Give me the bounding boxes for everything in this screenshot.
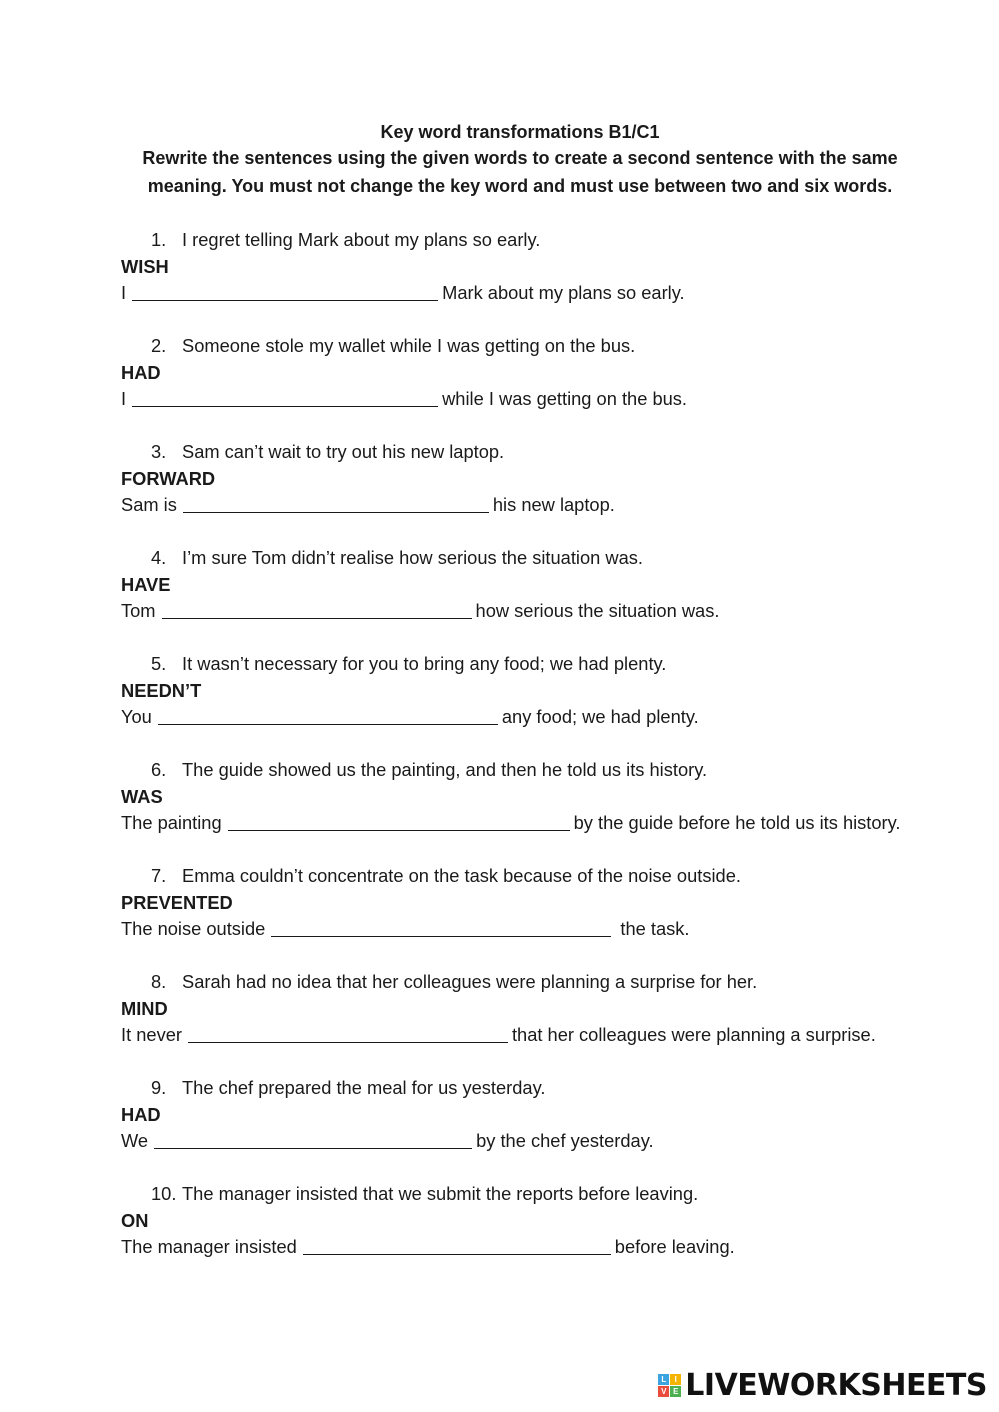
- original-sentence: I regret telling Mark about my plans so early.: [182, 229, 541, 250]
- key-word: MIND: [121, 997, 168, 1019]
- rewrite-line: [121, 1234, 931, 1261]
- rewrite-start: We: [121, 1130, 149, 1151]
- item-number: 7.: [151, 865, 167, 886]
- answer-blank[interactable]: [154, 1130, 472, 1149]
- rewrite-line: [121, 704, 931, 731]
- rewrite-end: how serious the situation was.: [475, 600, 720, 621]
- original-sentence: The guide showed us the painting, and then he told us its history.: [182, 759, 708, 780]
- rewrite-end: the task.: [615, 918, 690, 939]
- rewrite-line: [121, 1022, 931, 1049]
- item-number: 4.: [151, 547, 167, 568]
- logo-text: LIVEWORKSHEETS: [685, 1368, 987, 1403]
- page-title: Key word transformations B1/C1: [380, 122, 660, 142]
- rewrite-end: by the chef yesterday.: [476, 1130, 654, 1151]
- answer-blank[interactable]: [183, 494, 489, 513]
- logo-letter: I: [670, 1374, 681, 1385]
- instructions: Rewrite the sentences using the given words to create a second sentence with the same meaning. You must not change the key word and must use between two and six words.: [142, 148, 898, 196]
- original-sentence: The chef prepared the meal for us yesterday.: [182, 1077, 546, 1098]
- rewrite-start: The noise outside: [121, 918, 266, 939]
- key-word: WAS: [121, 785, 163, 807]
- item-number: 2.: [151, 335, 167, 356]
- rewrite-start: It never: [121, 1024, 182, 1045]
- item-number: 8.: [151, 971, 167, 992]
- rewrite-start: Sam is: [121, 494, 177, 515]
- rewrite-line: [121, 810, 931, 837]
- answer-blank[interactable]: [228, 812, 570, 831]
- exercise-item-7: [121, 863, 931, 943]
- key-word: PREVENTED: [121, 891, 233, 913]
- rewrite-start: You: [121, 706, 152, 727]
- logo-mark-icon: [658, 1374, 681, 1397]
- item-number: 6.: [151, 759, 167, 780]
- item-number: 10.: [151, 1183, 177, 1204]
- exercise-item-6: [121, 757, 931, 837]
- rewrite-end: his new laptop.: [492, 494, 615, 515]
- item-number: 3.: [151, 441, 167, 462]
- rewrite-line: [121, 280, 931, 307]
- key-word: HAVE: [121, 573, 171, 595]
- key-word: NEEDN’T: [121, 679, 202, 701]
- answer-blank[interactable]: [188, 1024, 508, 1043]
- exercise-list: [121, 227, 931, 1287]
- original-sentence: Someone stole my wallet while I was getting on the bus.: [182, 335, 636, 356]
- key-word: WISH: [121, 255, 169, 277]
- original-sentence: Emma couldn’t concentrate on the task because of the noise outside.: [182, 865, 741, 886]
- original-sentence: It wasn’t necessary for you to bring any food; we had plenty.: [182, 653, 667, 674]
- key-word: HAD: [121, 1103, 161, 1125]
- rewrite-line: [121, 598, 931, 625]
- rewrite-line: [121, 492, 931, 519]
- original-sentence: Sarah had no idea that her colleagues were planning a surprise for her.: [182, 971, 758, 992]
- logo-letter: L: [658, 1374, 669, 1385]
- rewrite-end: any food; we had plenty.: [501, 706, 699, 727]
- worksheet-header: [110, 120, 930, 200]
- rewrite-start: Tom: [121, 600, 156, 621]
- item-number: 9.: [151, 1077, 167, 1098]
- rewrite-line: [121, 386, 931, 413]
- exercise-item-5: [121, 651, 931, 731]
- rewrite-start: The manager insisted: [121, 1236, 297, 1257]
- rewrite-start: The painting: [121, 812, 222, 833]
- rewrite-start: I: [121, 388, 127, 409]
- liveworksheets-logo: [658, 1368, 987, 1403]
- original-sentence: The manager insisted that we submit the reports before leaving.: [182, 1183, 699, 1204]
- rewrite-end: while I was getting on the bus.: [442, 388, 688, 409]
- rewrite-line: [121, 916, 931, 943]
- exercise-item-8: [121, 969, 931, 1049]
- exercise-item-3: [121, 439, 931, 519]
- exercise-item-4: [121, 545, 931, 625]
- rewrite-line: [121, 1128, 931, 1155]
- rewrite-start: I: [121, 282, 127, 303]
- original-sentence: I’m sure Tom didn’t realise how serious the situation was.: [182, 547, 643, 568]
- answer-blank[interactable]: [132, 282, 438, 301]
- key-word: FORWARD: [121, 467, 216, 489]
- rewrite-end: that her colleagues were planning a surprise.: [511, 1024, 876, 1045]
- logo-letter: V: [658, 1386, 669, 1397]
- exercise-item-10: [121, 1181, 931, 1261]
- key-word: HAD: [121, 361, 161, 383]
- exercise-item-9: [121, 1075, 931, 1155]
- item-number: 5.: [151, 653, 167, 674]
- rewrite-end: by the guide before he told us its history.: [573, 812, 901, 833]
- logo-letter: E: [670, 1386, 681, 1397]
- exercise-item-2: [121, 333, 931, 413]
- answer-blank[interactable]: [162, 600, 472, 619]
- item-number: 1.: [151, 229, 167, 250]
- answer-blank[interactable]: [132, 388, 438, 407]
- original-sentence: Sam can’t wait to try out his new laptop.: [182, 441, 505, 462]
- rewrite-end: Mark about my plans so early.: [442, 282, 685, 303]
- answer-blank[interactable]: [303, 1236, 611, 1255]
- answer-blank[interactable]: [271, 918, 611, 937]
- answer-blank[interactable]: [158, 706, 498, 725]
- key-word: ON: [121, 1209, 149, 1231]
- exercise-item-1: [121, 227, 931, 307]
- rewrite-end: before leaving.: [614, 1236, 735, 1257]
